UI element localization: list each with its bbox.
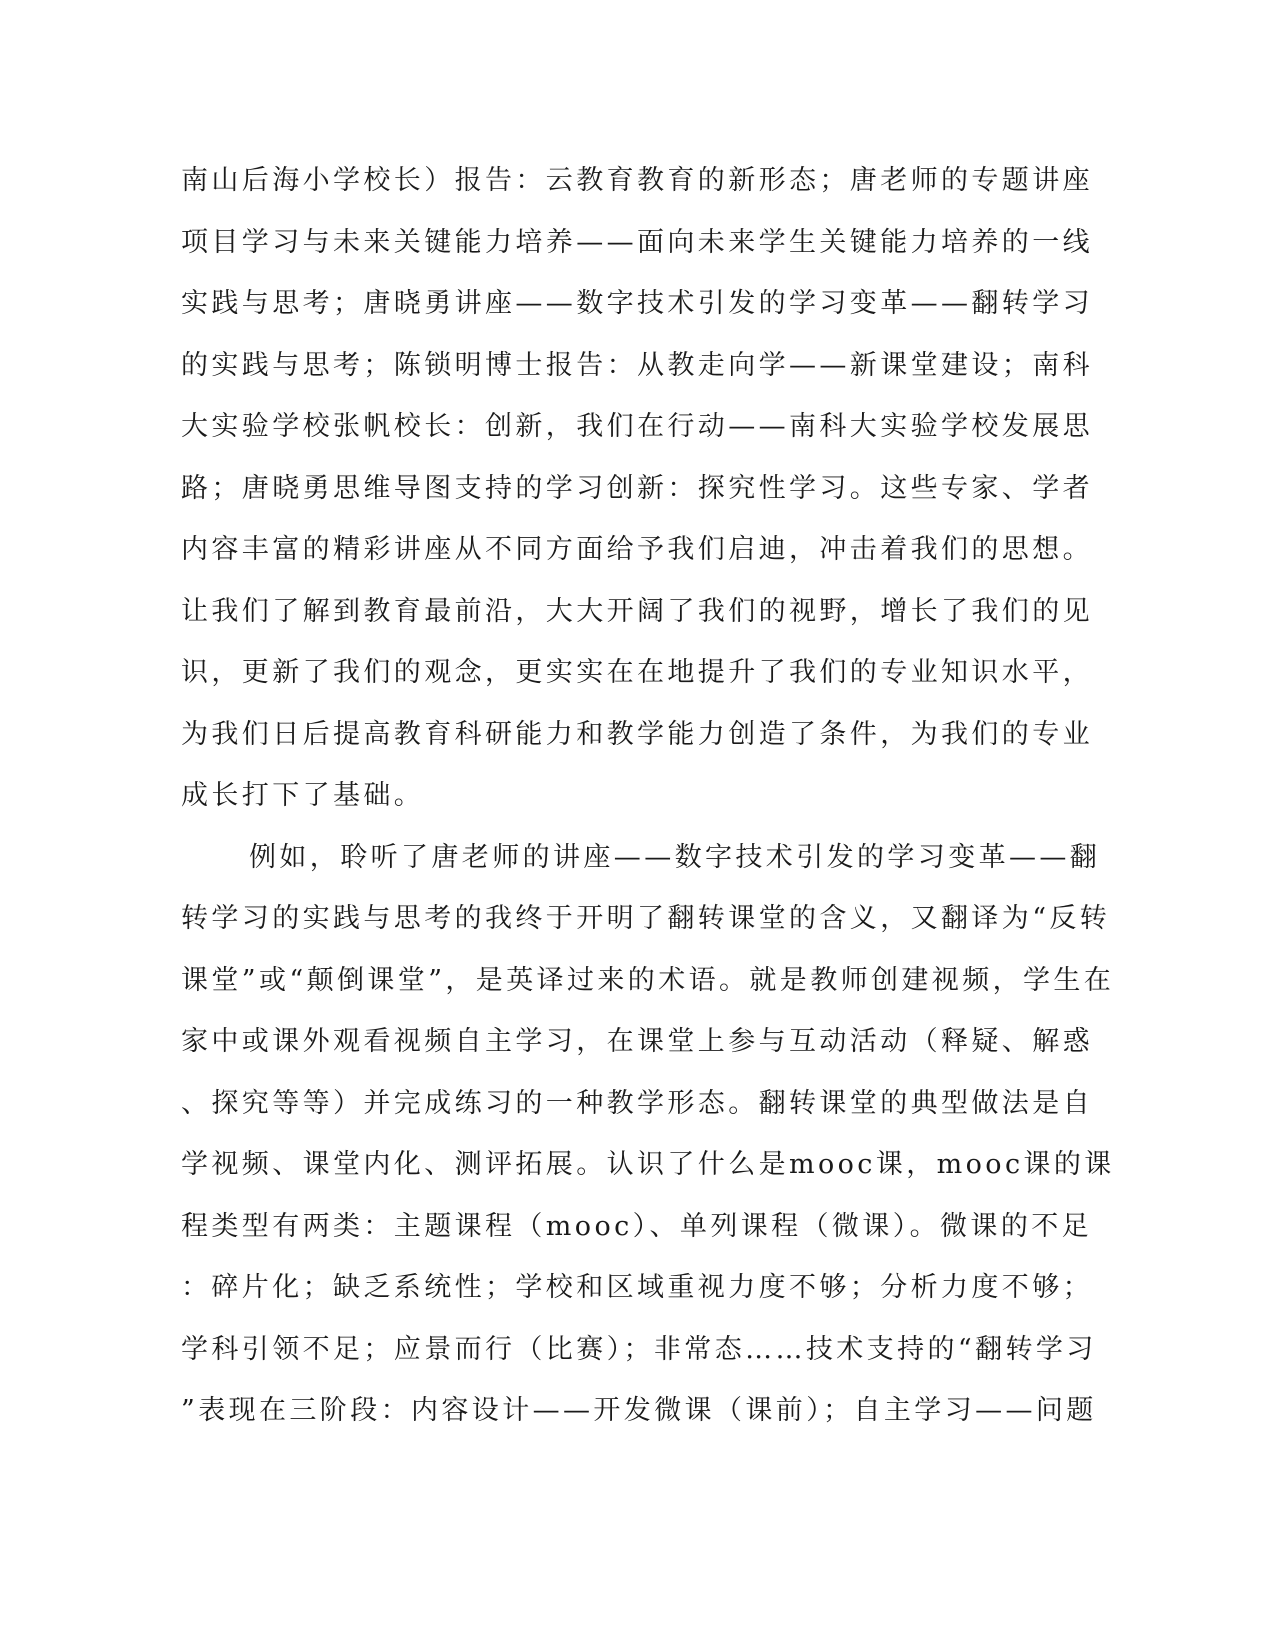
text-line: 学科引领不足；应景而行（比赛）；非常态……技术支持的“翻转学习: [181, 1333, 1097, 1365]
text-line: 程类型有两类：主题课程（mooc）、单列课程（微课）。微课的不足: [181, 1210, 1093, 1242]
body-text: [181, 150, 1115, 1442]
text-line: ：碎片化；缺乏系统性；学校和区域重视力度不够；分析力度不够；: [181, 1272, 1093, 1303]
text-line: 转学习的实践与思考的我终于开明了翻转课堂的含义，又翻译为“反转: [181, 903, 1111, 934]
text-line: 大实验学校张帆校长：创新，我们在行动——南科大实验学校发展思: [181, 411, 1093, 442]
text-line: 让我们了解到教育最前沿，大大开阔了我们的视野，增长了我们的见: [181, 595, 1093, 627]
text-line: 识，更新了我们的观念，更实实在在地提升了我们的专业知识水平，: [181, 657, 1093, 688]
text-line: ”表现在三阶段：内容设计——开发微课（课前）；自主学习——问题: [181, 1395, 1097, 1426]
text-line: 课堂”或“颠倒课堂”，是英译过来的术语。就是教师创建视频，学生在: [181, 964, 1115, 996]
text-line: 成长打下了基础。: [181, 780, 425, 811]
text-line: 为我们日后提高教育科研能力和教学能力创造了条件，为我们的专业: [181, 718, 1093, 750]
text-line: 学视频、课堂内化、测评拓展。认识了什么是mooc课，mooc课的课: [181, 1149, 1115, 1180]
text-line: 路；唐晓勇思维导图支持的学习创新：探究性学习。这些专家、学者: [181, 472, 1093, 504]
text-line: 内容丰富的精彩讲座从不同方面给予我们启迪，冲击着我们的思想。: [181, 534, 1093, 565]
text-line: 的实践与思考；陈锁明博士报告：从教走向学——新课堂建设；南科: [181, 349, 1093, 381]
text-line: 南山后海小学校长）报告：云教育教育的新形态；唐老师的专题讲座: [181, 165, 1093, 196]
text-line: 家中或课外观看视频自主学习，在课堂上参与互动活动（释疑、解惑: [181, 1026, 1093, 1057]
text-line: 实践与思考；唐晓勇讲座——数字技术引发的学习变革——翻转学习: [181, 288, 1093, 319]
text-line: 、探究等等）并完成练习的一种教学形态。翻转课堂的典型做法是自: [181, 1087, 1093, 1119]
paragraph-start-line: 例如，聆听了唐老师的讲座——数字技术引发的学习变革——翻: [249, 841, 1101, 873]
text-line: 项目学习与未来关键能力培养——面向未来学生关键能力培养的一线: [181, 226, 1093, 258]
